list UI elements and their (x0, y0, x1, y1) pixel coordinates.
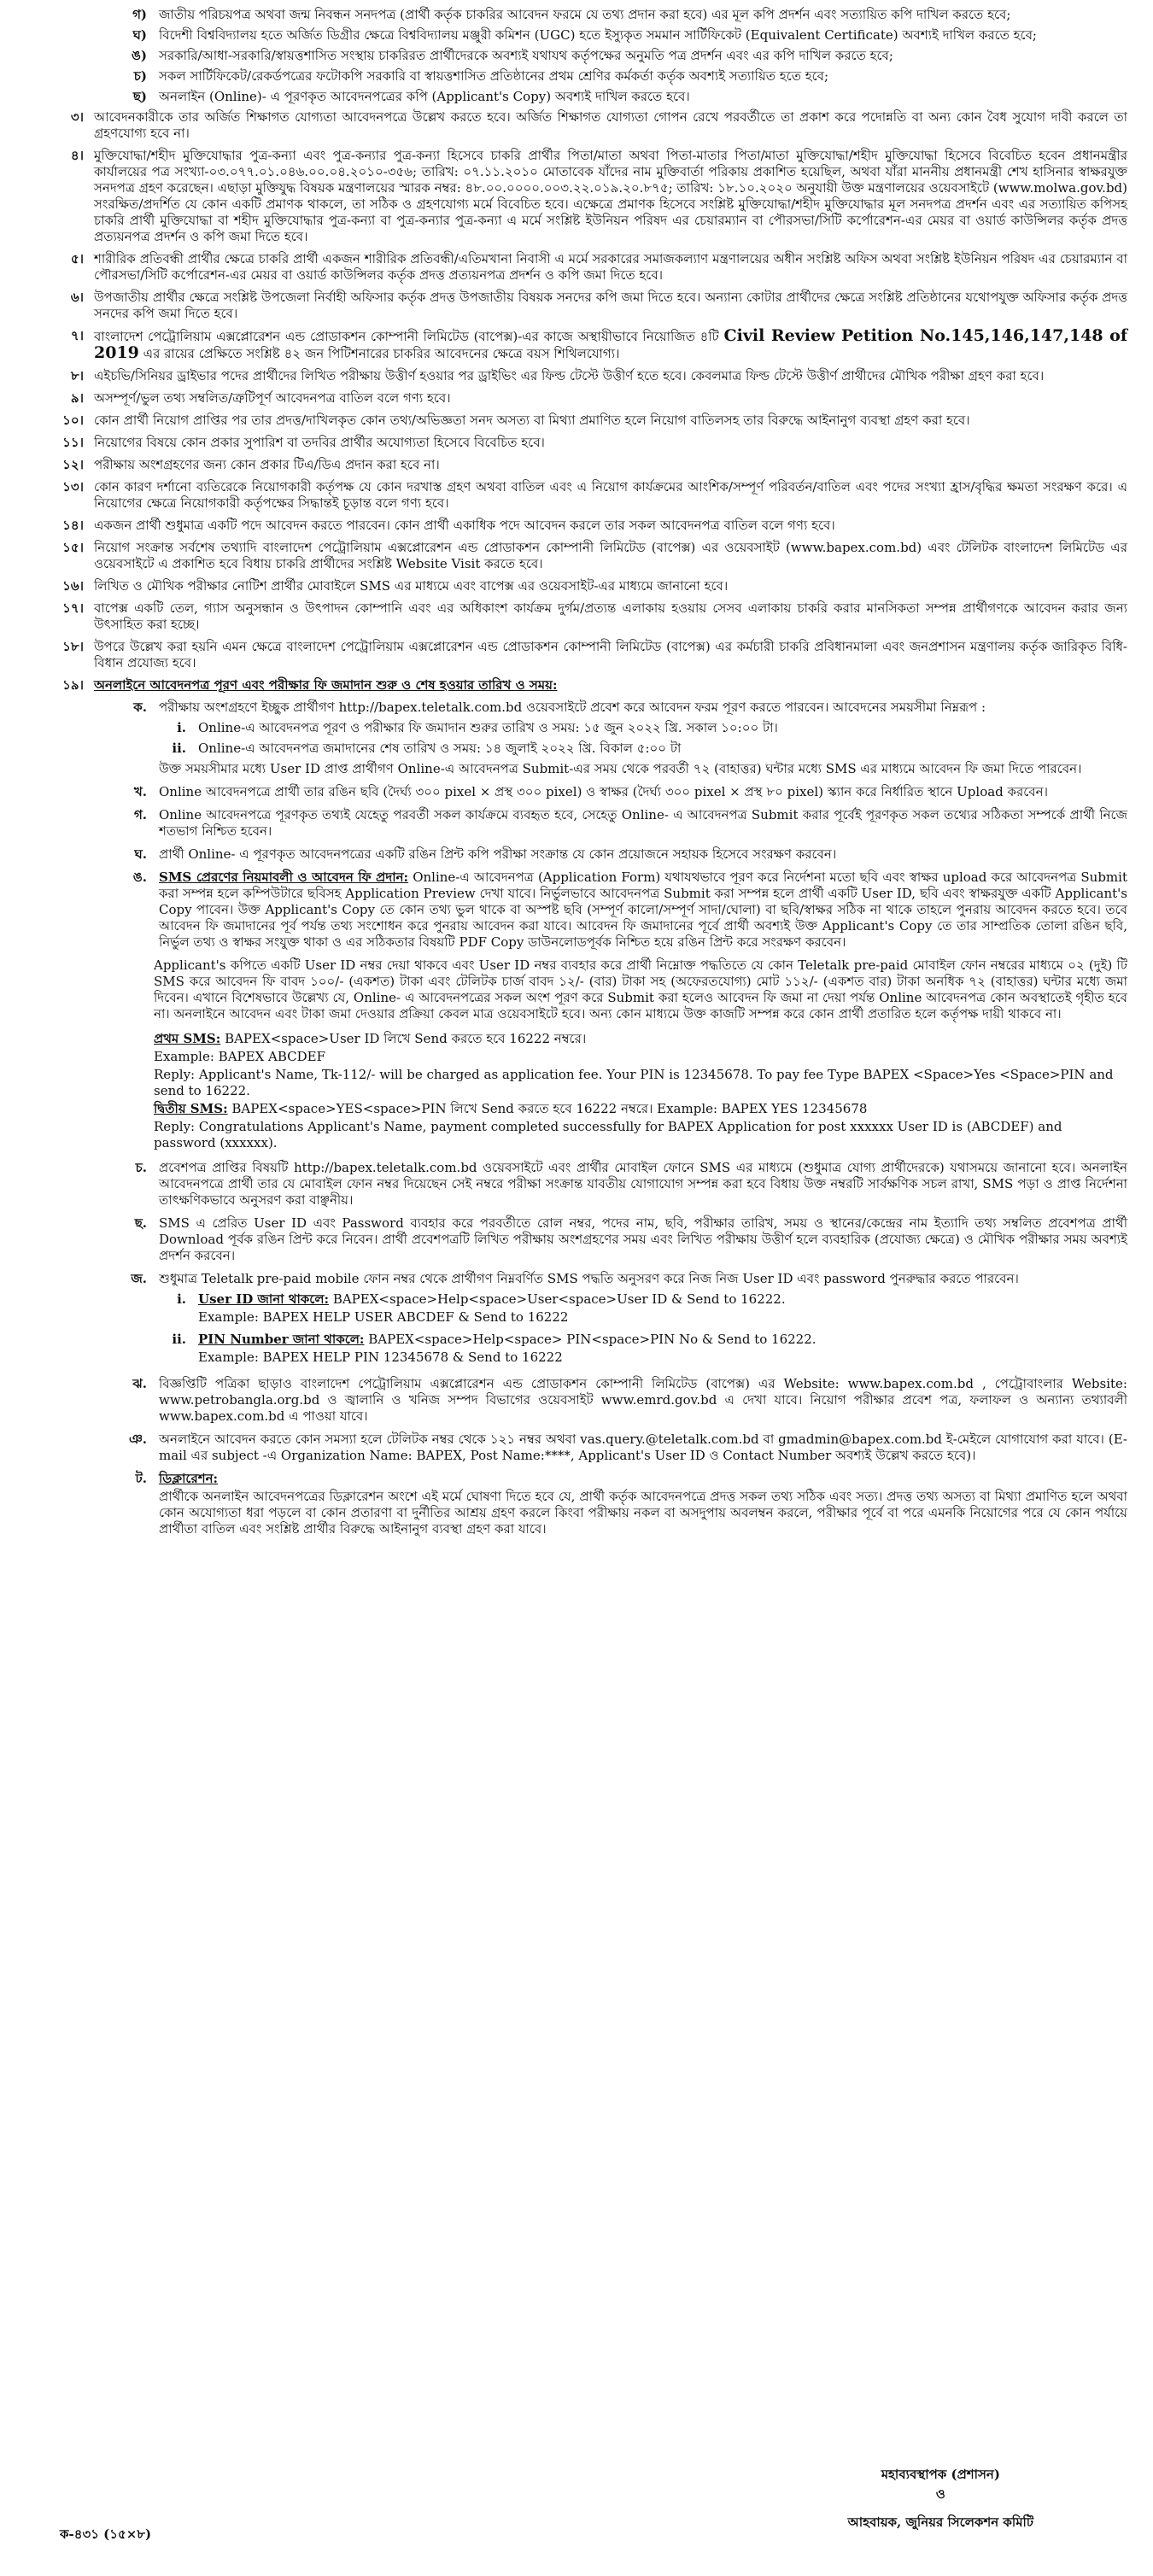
sub-item-gha: ঘ. প্রার্থী Online- এ পূরণকৃত আবেদনপত্রের একটি রঙিন প্রিন্ট কপি পরীক্ষা সংক্রান্ত যে কোন প্রয়োজনে সহায়ক হিসেবে সংরক্ষণ করবেন। (134, 846, 837, 862)
signature-title-1: মহাব্যবস্থাপক (প্রশাসন) (881, 2467, 1000, 2482)
sub-item-ja: জ. শুধুমাত্র Teletalk pre-paid mobile ফোন নম্বর থেকে প্রার্থীগণ নিম্নবর্ণিত SMS পদ্ধতি অনুসরণ করে নিজ নিজ User ID এবং password পুনরুদ্ধার করতে পারবেন। (131, 1271, 1019, 1286)
sub-item-uma: ঙ. SMS প্রেরণের নিয়মাবলী ও আবেদন ফি প্রদান: Online-এ আবেদনপত্র (Application Form) যথাযথভাবে পূরণ করে নির্দেশনা মতো ছবি এবং স্বাক্ষর upload করে আবেদনপত্র Submit করা সম্পন্ন হলে কম্পিউটারে ছবিসহ Application Preview দেখা যাবে। নির্ভুলভাবে আবেদনপত্র Submit করা সম্পন্ন হলে প্রার্থী একটি User ID, ছবি এবং স্বাক্ষরযুক্ত একটি Applicant's Copy পাবেন। উক্ত Applicant's Copy তে কোন তথ্য ভুল থাকে বা অস্পষ্ট ছবি (সম্পূর্ণ কালো/সম্পূর্ণ সাদা/ঘোলা) বা ছবি/স্বাক্ষর সঠিক না থাকে তাহলে পুনরায় আবেদন করতে হবে। তবে আবেদন ফি জমাদানের পূর্ব পর্যন্ত তথ্য সংশোধন করে পুনরায় আবেদন করা যাবে। আবেদন ফি জমাদানের পূর্বে প্রার্থী অবশ্যই উক্ত Applicant's Copy তে তার সাম্প্রতিক তোলা রঙিন ছবি, নির্ভুল তথ্য ও স্বাক্ষর সংযুক্ত থাকা ও এর সঠিকতার বিষয়টি PDF Copy ডাউনলোডপূর্বক নিশ্চিত হয়ে রঙিন প্রিন্ট করে সংরক্ষণ করবেন। (132, 869, 1127, 950)
numbered-item-11: ১১। নিয়োগের বিষয়ে কোন প্রকার সুপারিশ বা তদবির প্রার্থীর অযোগ্যতা হিসেবে বিবেচিত হবে। (62, 435, 545, 450)
signature-and: ও (935, 2486, 945, 2502)
numbered-item-14: ১৪। একজন প্রার্থী শুধুমাত্র একটি পদে আবেদন করতে পারবেন। কোন প্রার্থী একাধিক পদে আবেদন করলে তার সকল আবেদনপত্র বাতিল বলে গণ্য হবে। (62, 518, 835, 533)
numbered-item-6: ৬। উপজাতীয় প্রার্থীর ক্ষেত্রে সংশ্লিষ্ট উপজেলা নির্বাহী অফিসার কর্তৃক প্রদত্ত উপজাতীয় বিষয়ক সনদের কপি জমা দিতে হবে। অন্যান্য কোটার প্রার্থীদের ক্ষেত্রে সংশ্লিষ্ট প্রতিষ্ঠানের যথোপযুক্ত অফিসার কর্তৃক প্রদত্ত সনদের কপি জমা দিতে হবে। (70, 290, 1127, 321)
numbered-item-13: ১৩। কোন কারণ দর্শানো ব্যতিরেকে নিয়োগকারী কর্তৃপক্ষ যে কোন দরখাস্ত গ্রহণ অথবা বাতিল এবং এ নিয়োগ কার্যক্রমের আংশিক/সম্পূর্ণ পরিবর্তন/বাতিল এবং পদের সংখ্যা হ্রাস/বৃদ্ধির ক্ষমতা সংরক্ষণ করে। এ নিয়োগের ক্ষেত্রে নিয়োগকারী কর্তৃপক্ষের সিদ্ধান্তই চূড়ান্ত বলে গণ্য হবে। (62, 479, 1127, 511)
ka-note: উক্ত সময়সীমার মধ্যে User ID প্রাপ্ত প্রার্থীগণ Online-এ আবেদনপত্র Submit-এর সময় থেকে পরবর্তী ৭২ (বাহাত্তর) ঘন্টার মধ্যে SMS এর মাধ্যমে আবেদন ফি জমা দিতে পারবেন। (159, 761, 1082, 776)
first-sms-block: প্রথম SMS: BAPEX<space>User ID লিখে Send করতে হবে 16222 নম্বরে। Example: BAPEX ABCDEF Reply: Applicant's Name, Tk-112/- will be charged as application fee. Your PIN is 12345678. To pay fee Type BAPEX <Space>Yes <Space>PIN and send to 16222. দ্বিতীয় SMS: BAPEX<space>YES<space>PIN লিখে Send করতে হবে 16222 নম্বরে। Example: BAPEX YES 12345678 Reply: Congratulations Applicant's Name, payment completed successfully for BAPEX Application for post xxxxxx User ID is (ABCDEF) and password (xxxxxx). (154, 1031, 1114, 1150)
sub-item-cha: চ. প্রবেশপত্র প্রাপ্তির বিষয়টি http://bapex.teletalk.com.bd ওয়েবসাইটে এবং প্রার্থীর মোবাইল ফোনে SMS এর মাধ্যমে (শুধুমাত্র যোগ্য প্রার্থীদেরকে) যথাসময়ে জানানো হবে। অনলাইন আবেদনপত্রে প্রার্থী তার যে মোবাইল ফোন নম্বর দিয়েছেন সেই নম্বরে পরীক্ষা সংক্রান্ত যাবতীয় যোগাযোগ সম্পন্ন করা হবে বিধায় উক্ত নম্বরটি সার্বক্ষণিক সচল রাখা, SMS পড়া ও প্রাপ্ত নির্দেশনা তাৎক্ষণিকভাবে অনুসরণ করা বাঞ্ছনীয়। (135, 1160, 1127, 1208)
numbered-item-4: ৪। মুক্তিযোদ্ধা/শহীদ মুক্তিযোদ্ধার পুত্র-কন্যা এবং পুত্র-কন্যার পুত্র-কন্যা হিসেবে চাকরি প্রার্থীর পিতা/মাতা অথবা পিতা-মাতার পিতা/মাতা মুক্তিযোদ্ধা/শহীদ মুক্তিযোদ্ধা হিসেবে বিবেচিত হবেন প্রধানমন্ত্রীর কার্যালয়ের পত্র সংখ্যা-০৩.০৭৭.০১.০৪৬.০০.০৪.২০১০-৩৫৬; তারিখ: ০৭.১১.২০১০ মোতাবেক যাঁদের নাম মুক্তিবার্তা পরিকায় প্রকাশিত হয়েছিল, অথবা যাঁরা মাননীয় প্রধানমন্ত্রী শেখ হাসিনার স্বাক্ষরযুক্ত সনদপত্র গ্রহণ করেছেন। এছাড়া মুক্তিযুদ্ধ বিষয়ক মন্ত্রণালয়ের স্মারক নম্বর: ৪৮.০০.০০০০.০০৩.২২.০১৯.২০.৮৭৫; তারিখ: ১৮.১০.২০২০ অনুযায়ী উক্ত মন্ত্রণালয়ের ওয়েবসাইটে (www.molwa.gov.bd) সংরক্ষিত/প্রদর্শিত যে কোন একটি প্রমাণক থাকলে, তা সঠিক ও গ্রহণযোগ্য মর্মে বিবেচিত হবে। এক্ষেত্রে প্রমাণক হিসেবে সংশ্লিষ্ট মুক্তিযোদ্ধা/শহীদ মুক্তিযোদ্ধার মূল সনদপত্র প্রদর্শন এবং এর সত্যায়িত কপিসহ চাকরি প্রার্থী মুক্তিযোদ্ধা বা শহীদ মুক্তিযোদ্ধার পুত্র-কন্যা বা পুত্র-কন্যার পুত্র-কন্যা এ মর্মে সংশ্লিষ্ট ইউনিয়ন পরিষদ এর চেয়ারম্যান বা পৌরসভা/সিটি কর্পোরেশন-এর মেয়র বা ওয়ার্ড কাউন্সিলর কর্তৃক প্রদত্ত প্রত্যয়নপত্র প্রদর্শন ও কপি জমা দিতে হবে। (70, 148, 1127, 244)
sub-item-nya: ঞ. অনলাইনে আবেদন করতে কোন সমস্যা হলে টেলিটক নম্বর থেকে ১২১ নম্বর অথবা vas.query.@teletalk.com.bd বা gmadmin@bapex.com.bd ই-মেইলে যোগাযোগ করা যাবে। (E-mail এর subject -এ Organization Name: BAPEX, Post Name:****, Applicant's User ID ও Contact Number অবশ্যই উল্লেখ করতে হবে)। (128, 1431, 1127, 1463)
numbered-item-5: ৫। শারীরিক প্রতিবন্ধী প্রার্থীর ক্ষেত্রে চাকরি প্রার্থী একজন শারীরিক প্রতিবন্ধী/এতিমখানা নিবাসী এ মর্মে সরকারের সমাজকল্যাণ মন্ত্রণালয়ের অধীন সংশ্লিষ্ট অফিস অথবা সংশ্লিষ্ট ইউনিয়ন পরিষদ এর চেয়ারম্যান বা পৌরসভা/সিটি কর্পোরেশন-এর মেয়র বা ওয়ার্ড কাউন্সিলর কর্তৃক প্রদত্ত প্রত্যয়নপত্র প্রদর্শন ও কপি জমা দিতে হবে। (70, 251, 1127, 283)
list-item: ঙ) সরকারি/আধা-সরকারি/স্বায়ত্তশাসিত সংস্থায় চাকরিরত প্রার্থীদেরকে অবশ্যই যথাযথ কর্তৃপক্ষের অনুমতি পত্র প্রদর্শন এবং এর কপি দাখিল করতে হবে; (131, 48, 893, 63)
numbered-item-9: ৯। অসম্পূর্ণ/ভুল তথ্য সম্বলিত/ত্রুটিপূর্ণ আবেদনপত্র বাতিল বলে গণ্য হবে। (70, 390, 451, 406)
list-item: চ) সকল সার্টিফিকেট/রেকর্ডপত্রের ফটোকপি সরকারি বা স্বায়ত্তশাসিত প্রতিষ্ঠানের প্রথম শ্রেণির কর্মকর্তা কর্তৃক অবশ্যই সত্যায়িত হতে হবে; (133, 68, 829, 84)
footer-code: ক-৪৩১ (১৫×৮) (60, 2526, 152, 2542)
sub-item-ga: গ. Online আবেদনপত্রে পূরণকৃত তথ্যই যেহেতু পরবর্তী সকল কার্যক্রমে ব্যবহৃত হবে, সেহেতু Online- এ আবেদনপত্র Submit করার পূর্বেই পূরণকৃত সকল তথ্যের সঠিকতা সম্পর্কে প্রার্থী নিজে শতভাগ নিশ্চিত হবেন। (133, 807, 1127, 839)
declaration-title: ডিক্লারেশন: (159, 1471, 219, 1486)
numbered-item-3: ৩। আবেদনকারীকে তার অর্জিত শিক্ষাগত যোগ্যতা আবেদনপত্রে উল্লেখ করতে হবে। অর্জিত শিক্ষাগত যোগ্যতা গোপন রেখে পরবর্তীতে তা প্রকাশ করে পদোন্নতি বা অন্য কোন বৈধ সুযোগ দাবী করলে তা গ্রহণযোগ্য হবে না। (70, 109, 1127, 141)
numbered-item-8: ৮। এইচভি/সিনিয়র ড্রাইভার পদের প্রার্থীদের লিখিত পরীক্ষায় উত্তীর্ণ হওয়ার পর ড্রাইভিং এর ফিল্ড টেস্টে উত্তীর্ণ হতে হবে। কেবলমাত্র ফিল্ড টেস্টে উত্তীর্ণ প্রার্থীদের মৌখিক পরীক্ষা গ্রহণ করা হবে। (70, 368, 1045, 383)
sms-rules-title: SMS প্রেরণের নিয়মাবলী ও আবেদন ফি প্রদান: (159, 869, 409, 885)
numbered-item-16: ১৬। লিখিত ও মৌখিক পরীক্ষার নোটিশ প্রার্থীর মোবাইলে SMS এর মাধ্যমে এবং বাপেক্স এর ওয়েবসাইট-এর মাধ্যমে জানানো হবে। (62, 578, 729, 594)
sub-item-ka: ক. পরীক্ষায় অংশগ্রহণে ইচ্ছুক প্রার্থীগণ http://bapex.teletalk.com.bd ওয়েবসাইটে প্রবেশ করে আবেদন ফরম পূরণ করতে পারবেন। আবেদনের সময়সীমা নিম্নরূপ : (133, 700, 986, 715)
civil-review-petition: Civil Review Petition No.145,146,147,148 of 2019 (94, 326, 1127, 362)
sub-item-chha: ছ. SMS এ প্রেরিত User ID এবং Password ব্যবহার করে পরবর্তীতে রোল নম্বর, পদের নাম, ছবি, পরীক্ষার তারিখ, সময় ও স্থানের/কেন্দ্রের নাম ইত্যাদি তথ্য সম্বলিত প্রবেশপত্র প্রার্থী Download পূর্বক রঙিন প্রিন্ট করে নিবেন। প্রার্থী প্রবেশপত্রটি লিখিত পরীক্ষায় অংশগ্রহণের সময় এবং লিখিত পরীক্ষায় উত্তীর্ণ হলে ব্যবহারিক (প্রযোজ্য ক্ষেত্রে) ও মৌখিক পরীক্ষার সময় অবশ্যই প্রদর্শন করবেন। (134, 1215, 1127, 1263)
sub-item-kha: খ. Online আবেদনপত্রে প্রার্থী তার রঙিন ছবি (দৈর্ঘ্য ৩০০ pixel × প্রস্থ ৩০০ pixel) ও স্বাক্ষর (দৈর্ঘ্য ৩০০ pixel × প্রস্থ ৮০ pixel) স্ক্যান করে নির্ধারিত স্থানে Upload করবেন। (133, 784, 1048, 799)
sub-item-ja-ii: ii. PIN Number জানা থাকলে: BAPEX<space>Help<space> PIN<space>PIN No & Send to 16222. Example: BAPEX HELP PIN 12345678 & Send to 16222 (172, 1332, 816, 1365)
numbered-item-18: ১৮। উপরে উল্লেখ করা হয়নি এমন ক্ষেত্রে বাংলাদেশ পেট্রোলিয়াম এক্সপ্লোরেশন এন্ড প্রোডাকশন কোম্পানী লিমিটেড (বাপেক্স) এর কর্মচারী চাকরি প্রবিধানমালা এবং জনপ্রশাসন মন্ত্রণালয় কর্তৃক জারিকৃত বিধি-বিধান প্রযোজ্য হবে। (62, 639, 1127, 670)
sub-item-ta: ট. ডিক্লারেশন: প্রার্থীকে অনলাইন আবেদনপত্রের ডিক্লারেশন অংশে এই মর্মে ঘোষণা দিতে হবে যে, প্রার্থী কর্তৃক আবেদনপত্রে প্রদত্ত সকল তথ্য সঠিক এবং সত্য। প্রদত্ত তথ্য অসত্য বা মিথ্যা প্রমাণিত হলে অথবা কোন অযোগ্যতা ধরা পড়লে বা কোন প্রতারণা বা দুর্নীতির আশ্রয় গ্রহণ করলে কিংবা পরীক্ষায় নকল বা অসদুপায় অবলম্বন করলে, পরীক্ষার পূর্বে বা পরে এমনকি নিয়োগের পরে যে কোন পর্যায়ে প্রার্থীতা বাতিল এবং সংশ্লিষ্ট প্রার্থীর বিরুদ্ধে আইনানুগ ব্যবস্থা গ্রহণ করা যাবে। (135, 1471, 1127, 1537)
sub-item-ka-ii: ii. Online-এ আবেদনপত্র জমাদানের শেষ তারিখ ও সময়: ১৪ জুলাই ২০২২ খ্রি. বিকাল ৫:০০ টা (172, 741, 682, 756)
sub-item-ka-i: i. Online-এ আবেদনপত্র পূরণ ও পরীক্ষার ফি জমাদান শুরুর তারিখ ও সময়: ১৫ জুন ২০২২ খ্রি. সকাল ১০:০০ টা। (177, 720, 778, 735)
numbered-item-15: ১৫। নিয়োগ সংক্রান্ত সর্বশেষ তথ্যাদি বাংলাদেশ পেট্রোলিয়াম এক্সপ্লোরেশন এন্ড প্রোডাকশন কোম্পানী লিমিটেড (বাপেক্স) এর ওয়েবসাইট (www.bapex.com.bd) এবং টেলিটক বাংলাদেশ লিমিটেড এর ওয়েবসাইটে এ প্রকাশিত হবে বিধায় চাকরি প্রার্থীদের সংশ্লিষ্ট Website Visit করতে হবে। (62, 540, 1127, 571)
list-item: গ) জাতীয় পরিচয়পত্র অথবা জন্ম নিবন্ধন সনদপত্র (প্রার্থী কর্তৃক চাকরির আবেদন ফরমে যে তথ্য প্রদান করা হবে) এর মূল কপি প্রদর্শন এবং সত্যায়িত কপি দাখিল করতে হবে; (132, 7, 1011, 22)
list-item: ঘ) বিদেশী বিশ্ববিদ্যালয় হতে অর্জিত ডিগ্রীর ক্ষেত্রে বিশ্ববিদ্যালয় মঞ্জুরী কমিশন (UGC) হতে ইস্যুকৃত সমমান সার্টিফিকেট (Equivalent Certificate) অবশ্যই দাখিল করতে হবে; (132, 27, 1037, 43)
list-item: ছ) অনলাইন (Online)- এ পূরণকৃত আবেদনপত্রের কপি (Applicant's Copy) অবশ্যই দাখিল করতে হবে। (132, 89, 690, 104)
applicant-copy-paragraph: Applicant's কপিতে একটি User ID নম্বর দেয়া থাকবে এবং User ID নম্বর ব্যবহার করে প্রার্থী নিম্নোক্ত পদ্ধতিতে যে কোন Teletalk pre-paid মোবাইল ফোন নম্বরের মাধ্যমে ০২ (দুই) টি SMS করে আবেদন ফি বাবদ ১০০/- (একশত) টাকা এবং টেলিটক চার্জ বাবদ ১২/- (বার) টাকা সহ (অফেরতযোগ্য) মোট ১১২/- (একশত বার) টাকা অনধিক ৭২ (বাহাত্তর) ঘন্টার মধ্যে জমা দিবেন। এখানে বিশেষভাবে উল্লেখ্য যে, Online- এ আবেদনপত্রের সকল অংশ পূরণ করে Submit করা হলেও আবেদন ফি জমা না দেয়া পর্যন্ত Online আবেদনপত্র কোন অবস্থাতেই গৃহীত হবে না। অনলাইনে আবেদন এবং টাকা জমা দেওয়ার প্রক্রিয়া কেবল মাত্র ওয়েবসাইটে হবে। অন্য কোন মাধ্যমে উক্ত কাজটি সম্পন্ন করে কোন প্রার্থী প্রতারিত হলে কর্তৃপক্ষ দায়ী থাকবে না। (154, 957, 1127, 1022)
numbered-item-12: ১২। পরীক্ষায় অংশগ্রহণের জন্য কোন প্রকার টিএ/ডিএ প্রদান করা হবে না। (62, 457, 440, 472)
signature-block (848, 2467, 1033, 2531)
sub-item-ja-i: i. User ID জানা থাকলে: BAPEX<space>Help<space>User<space>User ID & Send to 16222. Example: BAPEX HELP USER ABCDEF & Send to 16222 (177, 1291, 786, 1325)
numbered-items (60, 109, 1127, 1539)
signature-title-2: আহবায়ক, জুনিয়র সিলেকশন কমিটি (847, 2515, 1033, 2530)
item-19-heading: অনলাইনে আবেদনপত্র পূরণ এবং পরীক্ষার ফি জমাদান শুরু ও শেষ হওয়ার তারিখ ও সময়: (94, 677, 558, 693)
numbered-item-17: ১৭। বাপেক্স একটি তেল, গ্যাস অনুসন্ধান ও উৎপাদন কোম্পানি এবং এর অধিকাংশ কার্যক্রম দুর্গম/প্রত্যন্ত এলাকায় হওয়ায় সেসব এলাকায় চাকরি করার মানসিকতা সম্পন্ন প্রার্থীগণকে আবেদন করার জন্য উৎসাহিত করা হচ্ছে। (62, 600, 1127, 632)
first-sms-label: প্রথম SMS: (154, 1031, 221, 1046)
numbered-item-19: ১৯। অনলাইনে আবেদনপত্র পূরণ এবং পরীক্ষার ফি জমাদান শুরু ও শেষ হওয়ার তারিখ ও সময়: (62, 677, 558, 693)
numbered-item-7: ৭। বাংলাদেশ পেট্রোলিয়াম এক্সপ্লোরেশন এন্ড প্রোডাকশন কোম্পানী লিমিটেড (বাপেক্স)-এর কাজে অস্থায়ীভাবে নিয়োজিত ৪টি Civil Review Petition No.145,146,147,148 of 2019 এর রায়ের প্রেক্ষিতে সংশ্লিষ্ট ৪২ জন পিটিশনারের চাকরির আবেদনের ক্ষেত্রে বয়স শিথিলযোগ্য। (70, 326, 1127, 362)
numbered-item-10: ১০। কোন প্রার্থী নিয়োগ প্রাপ্তির পর তার প্রদত্ত/দাখিলকৃত কোন তথ্য/অভিজ্ঞতা সনদ অসত্য বা মিথ্যা প্রমাণিত হলে নিয়োগ বাতিলসহ তার বিরুদ্ধে আইনানুগ ব্যবস্থা গ্রহণ করা হবে। (62, 413, 970, 428)
sub-item-jha: ঝ. বিজ্ঞপ্তিটি পত্রিকা ছাড়াও বাংলাদেশ পেট্রোলিয়াম এক্সপ্লোরেশন এন্ড প্রোডাকশন কোম্পানী লিমিটেড (বাপেক্স) এর Website: www.bapex.com.bd , পেট্রোবাংলার Website: www.petrobangla.org.bd ও জ্বালানি ও খনিজ সম্পদ বিভাগের ওয়েবসাইট www.emrd.gov.bd এ দেখা যাবে। নিয়োগ পরীক্ষার প্রবেশ পত্র, ফলাফল ও অন্যান্য তথ্যাবলী www.bapex.com.bd এ পাওয়া যাবে। (132, 1376, 1127, 1424)
document-items-top (60, 0, 1127, 105)
second-sms-label: দ্বিতীয় SMS: (154, 1101, 228, 1116)
